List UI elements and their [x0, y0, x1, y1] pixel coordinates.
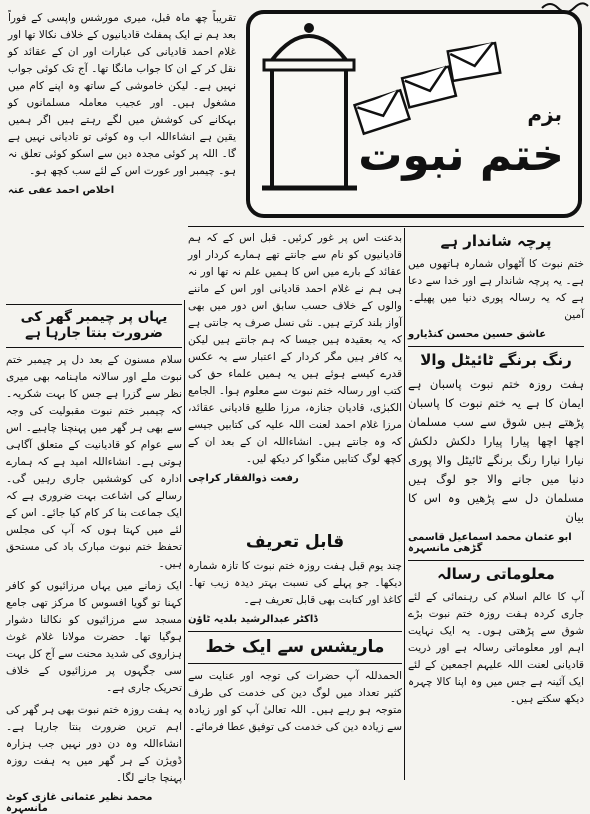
section-divider — [188, 663, 402, 664]
section-heading: رنگ برنگے ٹائیٹل والا — [420, 351, 572, 369]
letter-paragraph: تقریباً چھ ماہ قبل، میری مورشس واپسی کے فوراً بعد ہم نے ایک پمفلٹ قادیانیوں کے خلاف نکالا تھا اور غلام احمد قادیانی کی عبارات اور ان کے عقائد کو نقل کر کے ان کا جواب مانگا تھا۔ آج تک کوئی جواب نہیں ہے۔ لیکن خاموشی کے ساتھ وہ اپنے کام میں مشغول ہیں۔ اور عجیب معاملہ مسلمانوں کو بہکانے کی کوشش میں لگے رہتے ہیں اگر ہمیں یقین ہے انشاءاللہ اب وہ کوئی تو تادیانی نہیں ہے گا۔ اللہ پر کوئی مجدہ دین سے اسکو کوئی تعلق نہ ہو۔ چیمبر اور عورت اس کے لئے سب کچھ ہو۔ — [8, 12, 236, 177]
letter-paragraph: ایک زمانے میں یہاں مرزائیوں کو کافر کہنا تو گویا افسوس کا مرکز تھی جامع مسجد سے مرزائیوں کو نکالنا دشوار ہوگیا تھا۔ حضرت مولانا غلام غوث ہزاروی کی شدید محنت سے آج کل بہت سی جگہوں پر مرزائیوں کے خلاف تحریک جاری ہے۔ — [6, 580, 182, 694]
section-heading: پرچہ شاندار ہے — [440, 232, 552, 250]
letter-signature: محمد نظیر عثمانی غازی کوٹ مانسہرہ — [6, 792, 153, 814]
section-divider — [408, 560, 584, 561]
letter-paragraph: سلام مسنون کے بعد دل پر چیمبر ختم نبوت ملے اور سالانہ ماہنامہ بھی میری نظر سے گزرا ہے جس کا بہت شکریہ۔ کہ چیمبر ختم نبوت مقبولیت کی وجہ سے بھی ہر گھر میں پہنچنا چاہیے۔ اس سے عوام کو قادیانیت کے متعلق آگاہی ہوتی ہے۔ انشاءاللہ امید ہے کہ ہمارے ادارہ کی کوششیں جاری رہیں گی۔ رسالے کی اشاعت بہت ضروری ہے کہ ایک جماعت بنا کر کام کیا جائے۔ اس کے لئے میں کہتا ہوں کہ آپ کی مجلس تحفظ ختم نبوت مبارک باد کی مستحق ہیں۔ — [6, 354, 182, 570]
section-heading: معلوماتی رسالہ — [437, 565, 555, 583]
section-separator — [188, 226, 584, 227]
letter-signature: رفعت ذوالفقار کراچی — [188, 473, 299, 484]
letter-paragraph: الحمدللہ آپ حضرات کی توجہ اور عنایت سے کثیر تعداد میں لوگ دین کی خدمت کی طرف متوجہ ہو رہے ہیں۔ اللہ تعالیٰ آپ کو اور زیادہ سے زیادہ دین کی خدمت کی توفیق عطا فرمائے۔ — [188, 670, 402, 733]
flying-letters-icon — [350, 42, 505, 137]
section-divider — [188, 631, 402, 632]
section-heading: یہاں پر چیمبر گھر کی ضرورت بنتا جارہا ہے — [20, 309, 168, 341]
letter-column-mid-bottom — [188, 528, 402, 780]
letter-signature: عاشق حسین محسن کنڈیارو — [408, 329, 547, 340]
letter-paragraph: ختم نبوت کا آٹھواں شمارہ ہاتھوں میں ہے۔ یہ پرچہ شاندار ہے اور خدا سے دعا ہے کہ یہ رسالہ پوری دنیا میں پھیلے۔ آمین — [408, 258, 584, 321]
letter-paragraph: یہ ہفت روزہ ختم نبوت بھی ہر گھر کی اہم ترین ضرورت بنتا جارہا ہے۔ انشاءاللہ وہ دن دور نہیں جب ہزارہ ڈویژن کے ہر گھر میں یہ ہفت روزہ پہنچا جانے لگا۔ — [6, 704, 182, 784]
letter-paragraph: آپ کا عالم اسلام کی رہنمائی کے لئے جاری کردہ ہفت روزہ ختم نبوت بڑے شوق سے پڑھتی ہوں۔ یہ ایک نہایت اہم اور معلوماتی رسالہ ہے اور ذریت قادیانی لعنت اللہ علیہم اجمعین کے لئے ایک آئینہ ہے جس میں وہ اپنا کالا چہرہ دیکھ سکتے ہیں۔ — [408, 591, 584, 705]
letter-column-right — [408, 228, 584, 780]
letter-paragraph: ہفت روزہ ختم نبوت پاسبان ہے ایمان کا ہے یہ ختم نبوت کا پاسبان پڑھتے ہیں شوق سے سب مسلمان اچھا اچھا پیارا پیارا دلکش دلکش نیارا نیارا رنگ برنگے ٹائیٹل والا پوری دنیا میں جانے والا جو لوگ ہیں مسلمان دل سے پڑھیں وہ اس کا بیان — [408, 377, 584, 524]
section-heading: ماریشس سے ایک خط — [205, 637, 385, 657]
banner-small-label: بزم — [527, 102, 562, 126]
letter-column-left-bottom — [6, 300, 182, 814]
letter-column-mid-top — [188, 230, 402, 525]
section-divider — [408, 346, 584, 347]
section-divider — [6, 304, 182, 305]
letter-signature: اخلاص احمد عفی عنہ — [8, 185, 115, 196]
mosque-dome-icon — [262, 20, 357, 195]
column-separator — [404, 228, 405, 780]
column-separator — [184, 300, 185, 780]
banner-title: ختم نبوت — [358, 130, 564, 181]
letter-signature: ابو عثمان محمد اسماعیل قاسمی گڑھی مانسہرہ — [408, 532, 572, 554]
section-divider — [6, 347, 182, 348]
letter-paragraph: بدعنت اس پر غور کرئیں۔ قبل اس کے کہ ہم قادیانیوں کو نام سے جانتے تھے ہمارے کردار اور عقائد کے بارے میں اس کا ہمیں علم نہ تھا اور نہ ہی ہم نے غلام احمد قادیانی اور اس کے ماننے والوں کے خلاف حسب سابق اس دور میں بھی آواز بلند کرتے ہیں۔ نئی نسل صرف یہ جانتی ہے کہ یہ بعقیدہ ہیں جیسا کہ ہم جانتے ہیں لیکن یہ کافر ہیں مگر کردار کے اعتبار سے یہ عکس قدرے کیسے ہوئے ہیں یہ ہمیں علماء حق کی کتب اور رسالہ ختم نبوت سے معلوم ہوا۔ الجامع الکبرٰی، قادیان جنازہ، مرزا طلیع قادیانی عقائد، مرزا غلام احمد لعنت اللہ علیہ کی کتابیں جیسے کہ وہ جانتے ہیں۔ انشاءاللہ ان کے بعد ان کے کچھ لوگ کتابیں منگوا کر دیکھ لیں۔ — [188, 232, 402, 465]
letter-paragraph: چند یوم قبل ہفت روزہ ختم نبوت کا تازہ شمارہ دیکھا۔ جو پہلے کی نسبت بہتر دیدہ زیب تھا۔ کاغذ اور کتابت بھی قابل تعریف ہے۔ — [188, 560, 402, 606]
section-heading: قابل تعریف — [245, 532, 345, 552]
letter-signature: ڈاکٹر عبدالرشید بلدیہ ٹاؤن — [188, 614, 318, 625]
